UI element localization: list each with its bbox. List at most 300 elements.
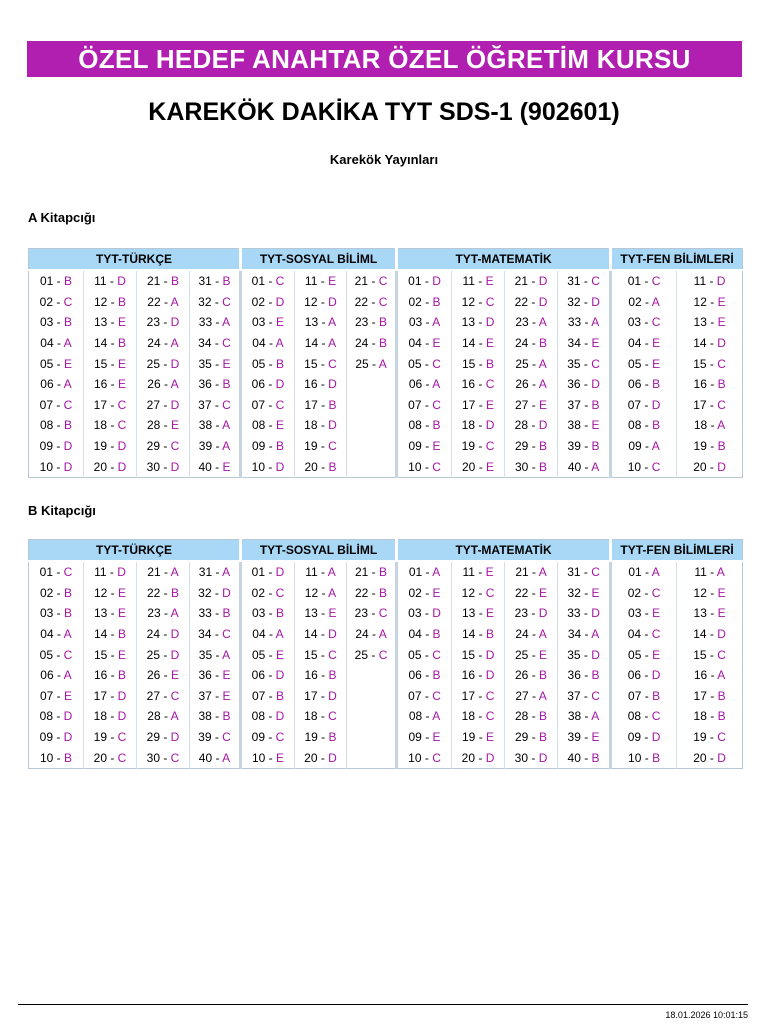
answer-cell [29, 665, 84, 686]
separator-dash: - [160, 294, 171, 309]
answer-letter: D [328, 688, 337, 703]
answer-cell [241, 456, 295, 477]
answer-letter: B [276, 606, 285, 621]
separator-dash: - [368, 565, 380, 580]
answer-letter: D [485, 668, 495, 683]
answer-letter: B [539, 336, 548, 351]
answer-letter: A [717, 418, 726, 433]
answer-letter: E [222, 668, 231, 683]
question-number: 01 [627, 274, 642, 289]
answer-cell [452, 395, 505, 416]
answer-cell [397, 747, 452, 768]
question-number: 37 [567, 688, 581, 703]
subject-header: TYT-TÜRKÇE [29, 540, 241, 562]
answer-letter: D [591, 294, 600, 309]
answer-letter: B [539, 730, 548, 745]
question-number: 19 [93, 730, 107, 745]
separator-dash: - [528, 585, 540, 600]
separator-dash: - [641, 750, 653, 765]
question-number: 35 [567, 356, 581, 371]
answer-letter: D [717, 459, 726, 474]
separator-dash: - [641, 439, 652, 454]
answer-letter: A [170, 336, 179, 351]
answer-letter: E [222, 356, 231, 371]
separator-dash: - [265, 377, 276, 392]
answer-cell [84, 583, 137, 604]
separator-dash: - [641, 294, 652, 309]
answer-cell [611, 456, 677, 477]
answer-letter: E [432, 439, 441, 454]
question-number: 06 [251, 377, 265, 392]
separator-dash: - [265, 585, 276, 600]
answer-row [29, 603, 743, 624]
question-number: 28 [146, 418, 161, 433]
answer-letter: C [717, 356, 726, 371]
answer-letter: C [170, 688, 180, 703]
answer-letter: A [275, 336, 284, 351]
answer-letter: D [717, 336, 726, 351]
answer-letter: E [486, 606, 495, 621]
question-number: 09 [251, 439, 266, 454]
answer-cell [677, 583, 743, 604]
question-number: 09 [39, 730, 53, 745]
answer-cell [347, 395, 397, 416]
answer-cell [397, 415, 452, 436]
question-number: 17 [93, 688, 107, 703]
answer-cell [29, 374, 84, 395]
question-number: 20 [304, 459, 318, 474]
question-number: 12 [304, 294, 318, 309]
answer-cell [347, 665, 397, 686]
question-number: 14 [93, 336, 108, 351]
question-number: 07 [251, 688, 266, 703]
separator-dash: - [53, 668, 64, 683]
answer-cell [505, 747, 558, 768]
question-number: 33 [198, 315, 213, 330]
answer-cell [295, 665, 347, 686]
answer-letter: B [276, 439, 285, 454]
question-number: 26 [147, 377, 161, 392]
question-number: 23 [514, 606, 529, 621]
separator-dash: - [53, 377, 64, 392]
question-number: 10 [628, 750, 642, 765]
answer-letter: C [432, 397, 441, 412]
question-number: 34 [198, 627, 212, 642]
separator-dash: - [368, 294, 379, 309]
question-number: 07 [39, 397, 53, 412]
answer-cell [137, 353, 190, 374]
question-number: 04 [40, 336, 54, 351]
answer-cell [505, 686, 558, 707]
answer-letter: D [63, 730, 73, 745]
separator-dash: - [317, 459, 329, 474]
answer-cell [137, 456, 190, 477]
answer-row [29, 436, 743, 457]
answer-cell [295, 644, 347, 665]
answer-cell [190, 292, 241, 313]
answer-letter: B [64, 585, 73, 600]
question-number: 26 [146, 668, 161, 683]
answer-letter: B [539, 668, 548, 683]
answer-cell [29, 292, 84, 313]
separator-dash: - [706, 688, 718, 703]
separator-dash: - [107, 336, 118, 351]
question-number: 24 [355, 627, 369, 642]
answer-cell [505, 292, 558, 313]
answer-letter: B [717, 439, 726, 454]
answer-letter: B [432, 627, 441, 642]
answer-cell [397, 644, 452, 665]
separator-dash: - [53, 439, 64, 454]
answer-cell [677, 292, 743, 313]
question-number: 11 [694, 565, 707, 580]
answer-letter: D [717, 750, 726, 765]
question-number: 28 [514, 418, 529, 433]
answer-cell [29, 603, 84, 624]
separator-dash: - [641, 274, 652, 289]
question-number: 18 [304, 418, 318, 433]
answer-letter: C [485, 688, 495, 703]
answer-cell [29, 456, 84, 477]
separator-dash: - [641, 730, 652, 745]
separator-dash: - [107, 688, 118, 703]
separator-dash: - [528, 668, 540, 683]
question-number: 16 [304, 668, 318, 683]
answer-letter: C [651, 459, 661, 474]
question-number: 15 [693, 647, 707, 662]
question-number: 17 [693, 688, 707, 703]
answer-cell [505, 706, 558, 727]
question-number: 10 [251, 459, 265, 474]
question-number: 13 [461, 315, 476, 330]
question-number: 32 [198, 585, 212, 600]
answer-cell [137, 292, 190, 313]
answer-letter: D [170, 356, 180, 371]
question-number: 40 [198, 459, 212, 474]
answer-letter: C [328, 647, 337, 662]
answer-letter: E [171, 418, 180, 433]
answer-letter: E [118, 606, 127, 621]
question-number: 25 [515, 647, 529, 662]
answer-cell [347, 706, 397, 727]
answer-cell [241, 686, 295, 707]
answer-letter: E [652, 356, 661, 371]
question-number: 31 [567, 274, 581, 289]
answer-cell [558, 727, 611, 748]
answer-letter: E [118, 377, 127, 392]
answer-cell [611, 415, 677, 436]
answer-cell [241, 312, 295, 333]
question-number: 16 [461, 377, 476, 392]
separator-dash: - [211, 377, 223, 392]
question-number: 22 [514, 294, 529, 309]
answer-letter: C [275, 585, 285, 600]
question-number: 37 [198, 688, 212, 703]
answer-row [29, 747, 743, 768]
answer-cell [29, 686, 84, 707]
answer-cell [452, 333, 505, 354]
answer-letter: D [538, 418, 548, 433]
separator-dash: - [528, 315, 539, 330]
question-number: 16 [304, 377, 318, 392]
question-number: 07 [408, 688, 422, 703]
answer-cell [397, 727, 452, 748]
answer-letter: E [328, 274, 337, 289]
question-number: 04 [408, 627, 422, 642]
separator-dash: - [475, 315, 486, 330]
answer-letter: C [432, 459, 441, 474]
question-number: 25 [515, 356, 529, 371]
question-number: 08 [251, 418, 266, 433]
question-number: 15 [304, 356, 318, 371]
separator-dash: - [421, 688, 433, 703]
separator-dash: - [107, 294, 118, 309]
question-number: 22 [354, 294, 369, 309]
separator-dash: - [160, 668, 171, 683]
answer-cell [241, 415, 295, 436]
answer-cell [505, 603, 558, 624]
question-number: 17 [304, 397, 318, 412]
separator-dash: - [475, 377, 486, 392]
answer-cell [347, 415, 397, 436]
answer-cell [137, 686, 190, 707]
answer-letter: A [328, 585, 337, 600]
answer-cell [397, 665, 452, 686]
question-number: 04 [408, 336, 422, 351]
separator-dash: - [265, 627, 276, 642]
answer-cell [241, 624, 295, 645]
answer-letter: D [538, 606, 548, 621]
answer-letter: B [591, 397, 600, 412]
separator-dash: - [475, 668, 486, 683]
answer-letter: B [432, 668, 441, 683]
answer-letter: D [485, 418, 495, 433]
question-number: 21 [514, 274, 529, 289]
answer-cell [295, 706, 347, 727]
answer-letter: C [170, 750, 180, 765]
answer-letter: E [276, 647, 285, 662]
answer-cell [295, 374, 347, 395]
answer-cell [29, 624, 84, 645]
separator-dash: - [580, 688, 592, 703]
answer-letter: A [717, 668, 726, 683]
answer-letter: A [651, 294, 660, 309]
separator-dash: - [706, 709, 718, 724]
answer-cell [677, 312, 743, 333]
answer-cell [452, 374, 505, 395]
answer-letter: C [222, 294, 231, 309]
separator-dash: - [160, 647, 171, 662]
question-number: 06 [408, 377, 423, 392]
separator-dash: - [475, 397, 487, 412]
answer-cell [558, 583, 611, 604]
answer-letter: C [378, 274, 388, 289]
answer-letter: C [591, 688, 600, 703]
separator-dash: - [580, 585, 592, 600]
separator-dash: - [53, 627, 64, 642]
question-number: 16 [693, 668, 708, 683]
separator-dash: - [317, 356, 329, 371]
question-number: 26 [515, 668, 529, 683]
answer-cell [347, 292, 397, 313]
separator-dash: - [641, 585, 652, 600]
answer-letter: C [63, 397, 73, 412]
answer-cell [558, 312, 611, 333]
question-number: 39 [198, 730, 212, 745]
answer-row [29, 665, 743, 686]
answer-letter: D [538, 294, 548, 309]
separator-dash: - [580, 274, 592, 289]
answer-letter: A [432, 315, 441, 330]
publisher-name: Karekök Yayınları [329, 152, 439, 167]
answer-cell [558, 415, 611, 436]
separator-dash: - [706, 336, 718, 351]
question-number: 03 [627, 315, 642, 330]
question-number: 38 [567, 418, 581, 433]
answer-letter: D [117, 274, 126, 289]
answer-cell [611, 292, 677, 313]
answer-cell [190, 353, 241, 374]
answer-cell [84, 312, 137, 333]
question-number: 14 [693, 627, 707, 642]
answer-cell [505, 456, 558, 477]
answer-cell [558, 374, 611, 395]
separator-dash: - [53, 356, 64, 371]
question-number: 27 [515, 688, 529, 703]
answer-letter: B [328, 397, 337, 412]
answer-letter: C [222, 627, 231, 642]
separator-dash: - [107, 397, 118, 412]
answer-cell [347, 374, 397, 395]
question-number: 35 [198, 356, 212, 371]
separator-dash: - [160, 585, 171, 600]
answer-cell [84, 374, 137, 395]
answer-cell [190, 561, 241, 583]
answer-cell [558, 292, 611, 313]
separator-dash: - [160, 709, 171, 724]
answer-cell [295, 603, 347, 624]
answer-cell [241, 561, 295, 583]
answer-cell [295, 624, 347, 645]
answer-letter: C [222, 730, 231, 745]
separator-dash: - [107, 647, 118, 662]
subject-header: TYT-SOSYAL BİLİML [241, 540, 397, 562]
separator-dash: - [422, 565, 433, 580]
answer-cell [137, 561, 190, 583]
answer-cell [611, 561, 677, 583]
answer-letter: A [591, 627, 600, 642]
answer-cell [84, 603, 137, 624]
separator-dash: - [475, 585, 486, 600]
answer-letter: C [222, 336, 231, 351]
question-number: 29 [515, 439, 529, 454]
subject-header: TYT-TÜRKÇE [29, 249, 241, 271]
answer-cell [137, 665, 190, 686]
answer-cell [347, 353, 397, 374]
answer-cell [241, 644, 295, 665]
question-number: 22 [515, 585, 529, 600]
answer-letter: A [538, 565, 547, 580]
separator-dash: - [580, 606, 592, 621]
separator-dash: - [368, 315, 380, 330]
answer-cell [29, 270, 84, 292]
answer-letter: D [328, 627, 337, 642]
answer-letter: B [591, 668, 600, 683]
separator-dash: - [107, 459, 118, 474]
answer-cell [137, 706, 190, 727]
separator-dash: - [641, 606, 653, 621]
answer-row [29, 686, 743, 707]
answer-letter: C [432, 647, 441, 662]
separator-dash: - [160, 627, 171, 642]
question-number: 25 [146, 647, 160, 662]
separator-dash: - [475, 709, 486, 724]
answer-cell [558, 436, 611, 457]
answer-cell [505, 583, 558, 604]
answer-letter: C [432, 356, 441, 371]
separator-dash: - [265, 274, 276, 289]
answer-cell [611, 665, 677, 686]
answer-letter: E [717, 606, 726, 621]
answer-cell [190, 583, 241, 604]
question-number: 34 [567, 627, 582, 642]
question-number: 34 [567, 336, 581, 351]
separator-dash: - [421, 627, 433, 642]
answer-cell [397, 456, 452, 477]
separator-dash: - [528, 336, 540, 351]
answer-cell [190, 603, 241, 624]
answer-cell [397, 603, 452, 624]
answer-cell [347, 583, 397, 604]
answer-letter: A [432, 709, 441, 724]
answer-cell [505, 395, 558, 416]
answer-letter: C [378, 606, 388, 621]
question-number: 06 [627, 668, 642, 683]
answer-letter: A [591, 315, 600, 330]
answer-cell [295, 292, 347, 313]
separator-dash: - [160, 565, 171, 580]
answer-letter: B [652, 688, 661, 703]
answer-cell [29, 644, 84, 665]
answer-letter: D [170, 627, 180, 642]
answer-cell [241, 665, 295, 686]
separator-dash: - [265, 688, 276, 703]
question-number: 02 [408, 585, 422, 600]
separator-dash: - [706, 439, 718, 454]
separator-dash: - [160, 688, 171, 703]
answer-letter: E [652, 647, 661, 662]
answer-letter: A [651, 439, 660, 454]
question-number: 14 [304, 336, 319, 351]
answer-cell [397, 353, 452, 374]
separator-dash: - [265, 294, 276, 309]
question-number: 38 [198, 418, 213, 433]
answer-letter: D [63, 709, 73, 724]
separator-dash: - [265, 397, 276, 412]
question-number: 05 [408, 647, 422, 662]
answer-cell [295, 415, 347, 436]
separator-dash: - [706, 459, 718, 474]
question-number: 06 [408, 668, 422, 683]
answer-row [29, 292, 743, 313]
separator-dash: - [706, 606, 718, 621]
separator-dash: - [641, 377, 653, 392]
separator-dash: - [580, 730, 592, 745]
answer-cell [295, 686, 347, 707]
answer-cell [397, 624, 452, 645]
question-number: 04 [627, 627, 642, 642]
separator-dash: - [528, 730, 540, 745]
